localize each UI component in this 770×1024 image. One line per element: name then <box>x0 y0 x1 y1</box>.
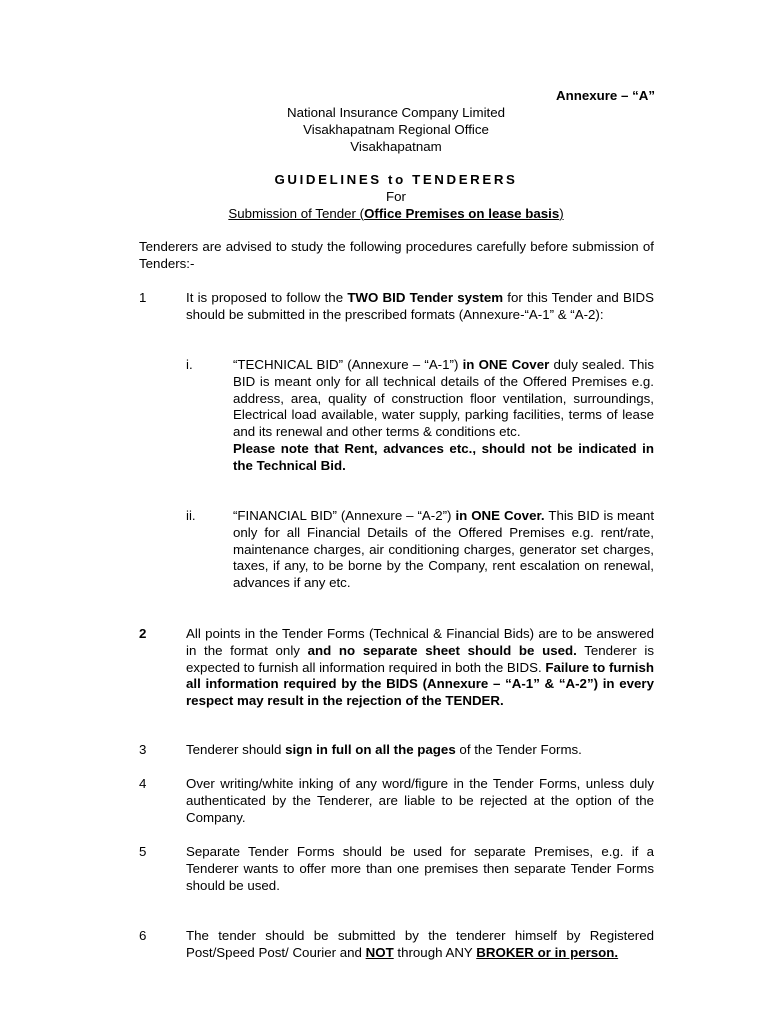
item-number: 2 <box>139 626 147 641</box>
sub-item-number: ii. <box>186 508 196 523</box>
item-number: 1 <box>139 290 147 305</box>
for-label: For <box>386 189 406 204</box>
annexure-label: Annexure – “A” <box>555 88 655 103</box>
regional-office: Visakhapatnam Regional Office <box>303 121 489 137</box>
sub-item-number: i. <box>186 357 193 372</box>
intro-paragraph: Tenderers are advised to study the following procedures carefully before submission of Tenders:- <box>139 239 654 271</box>
item-text: Over writing/white inking of any word/figure in the Tender Forms, unless duly authenticated by the Tenderer, are liable to be rejected at the option of the Company. <box>186 776 654 825</box>
item-text: It is proposed to follow the TWO BID Tender system for this Tender and BIDS should be submitted in the prescribed formats (Annexure-“A-1” & “A-2): <box>186 290 654 322</box>
item-text: Tenderer should sign in full on all the pages of the Tender Forms. <box>186 742 582 757</box>
company-name: National Insurance Company Limited <box>286 105 506 120</box>
item-text: The tender should be submitted by the tenderer himself by Registered Post/Speed Post/ Courier and NOT through ANY BROKER or in person. <box>186 928 654 960</box>
company-header <box>138 105 654 155</box>
item-number: 5 <box>139 844 147 859</box>
sub-item-text: “FINANCIAL BID” (Annexure – “A-2”) in ONE Cover. This BID is meant only for all Financial Details of the Offered Premises e.g. rent/rate, maintenance charges, air conditioning charges, generator set charges, taxes, if any, to be borne by the Company, rent escalation on renewal, advances if any etc. <box>233 508 655 591</box>
city: Visakhapatnam <box>350 138 442 154</box>
item-text: All points in the Tender Forms (Technical & Financial Bids) are to be answered in the format only and no separate sheet should be used. Tenderer is expected to furnish all information required in both the BIDS. Failure to furnish all information required by the BIDS (Annexure – “A-1” & “A-2”) in every respect may result in the rejection of the TENDER. <box>186 626 655 709</box>
item-number: 3 <box>139 742 147 757</box>
item-number: 6 <box>139 928 147 943</box>
item-text: Separate Tender Forms should be used for separate Premises, e.g. if a Tenderer wants to offer more than one premises then separate Tender Forms should be used. <box>186 844 654 893</box>
sub-item-text: “TECHNICAL BID” (Annexure – “A-1”) in ONE Cover duly sealed. This BID is meant only for all technical details of the Offered Premises e.g. address, area, quality of construction floor ventilation, surroundings, Electrical load available, water supply, parking facilities, terms of lease and its renewal and other terms & conditions etc. Please note that Rent, advances etc., should not be indicated in the Technical Bid. <box>233 357 654 473</box>
page-title: GUIDELINES to TENDERERS <box>274 172 518 187</box>
item-number: 4 <box>139 776 147 791</box>
subtitle: Submission of Tender (Office Premises on lease basis) <box>228 206 564 221</box>
